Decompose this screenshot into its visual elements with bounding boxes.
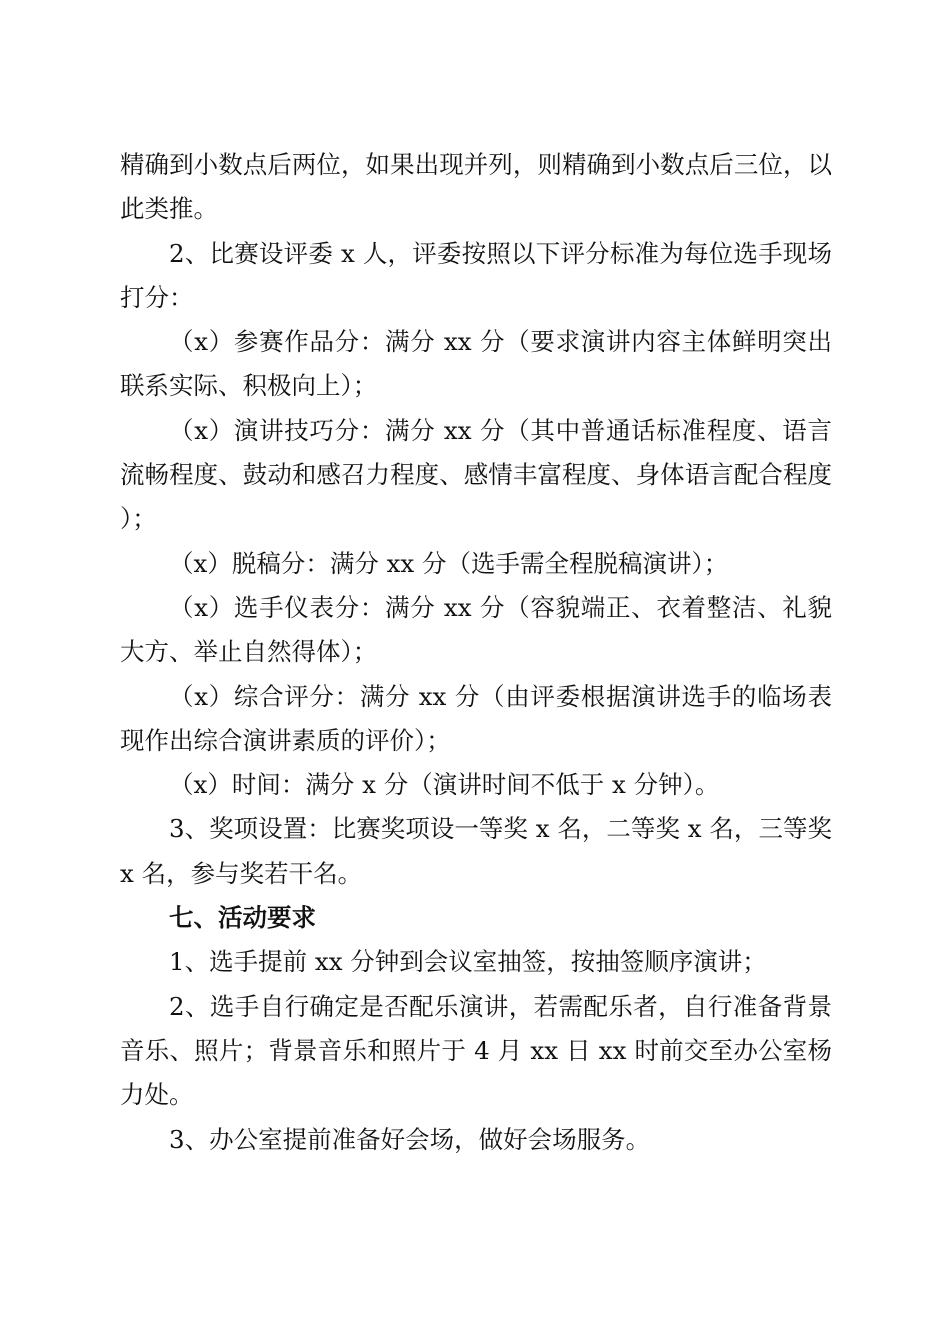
paragraph-awards: 3、奖项设置：比赛奖项设一等奖 x 名，二等奖 x 名，三等奖 x 名，参与奖若干名。	[120, 814, 832, 888]
paragraph-continuation: 精确到小数点后两位，如果出现并列，则精确到小数点后三位，以此类推。	[120, 150, 832, 224]
requirement-item: 3、办公室提前准备好会场，做好会场服务。	[169, 1124, 651, 1154]
section-heading: 七、活动要求	[169, 903, 316, 933]
paragraph-time-score: （x）时间：满分 x 分（演讲时间不低于 x 分钟）。	[169, 770, 720, 800]
paragraph-judges: 2、比赛设评委 x 人，评委按照以下评分标准为每位选手现场打分：	[120, 238, 832, 312]
paragraph-offscript-score: （x）脱稿分：满分 xx 分（选手需全程脱稿演讲）；	[169, 548, 729, 578]
requirement-item: 2、选手自行确定是否配乐演讲，若需配乐者，自行准备背景音乐、照片；背景音乐和照片于 4 月 xx 日 xx 时前交至办公室杨力处。	[120, 991, 832, 1110]
document-body	[120, 143, 832, 1162]
paragraph-skill-score: （x）演讲技巧分：满分 xx 分（其中普通话标准程度、语言流畅程度、鼓动和感召力程度、感情丰富程度、身体语言配合程度）；	[120, 415, 832, 534]
paragraph-appearance-score: （x）选手仪表分：满分 xx 分（容貌端正、衣着整洁、礼貌大方、举止自然得体）；	[120, 592, 832, 667]
requirement-item: 1、选手提前 xx 分钟到会议室抽签，按抽签顺序演讲；	[169, 947, 767, 977]
paragraph-overall-score: （x）综合评分：满分 xx 分（由评委根据演讲选手的临场表现作出综合演讲素质的评价）；	[120, 681, 832, 755]
paragraph-work-score: （x）参赛作品分：满分 xx 分（要求演讲内容主体鲜明突出联系实际、积极向上）；	[120, 327, 832, 401]
